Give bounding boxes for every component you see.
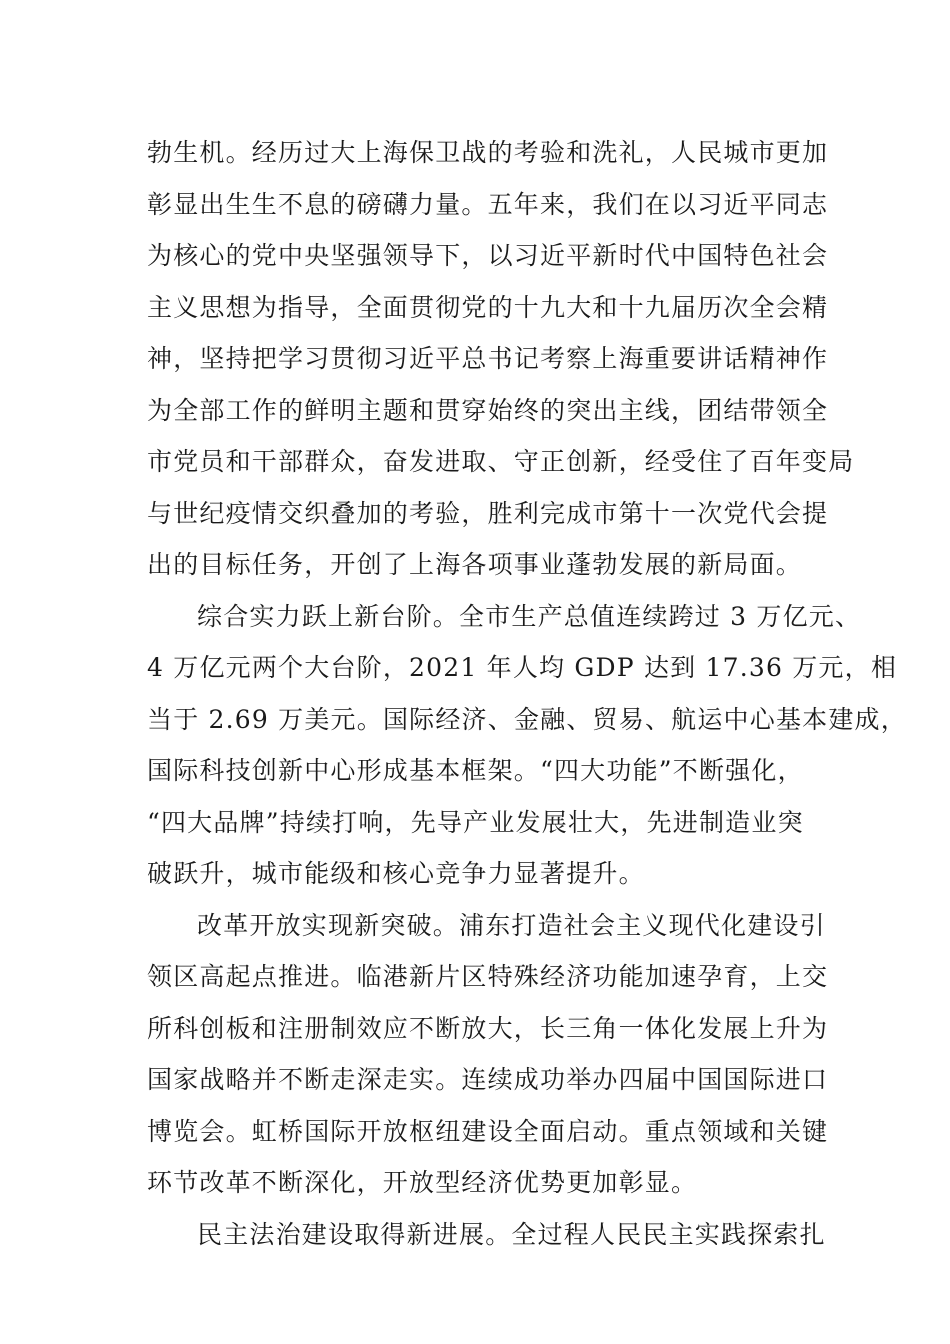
text-line: 彰显出生生不息的磅礴力量。五年来，我们在以习近平同志 (147, 189, 829, 219)
text-line: 神，坚持把学习贯彻习近平总书记考察上海重要讲话精神作 (147, 344, 829, 373)
paragraph-first-line: 民主法治建设取得新进展。全过程人民民主实践探索扎 (197, 1219, 826, 1249)
text-line: 为核心的党中央坚强领导下，以习近平新时代中国特色社会 (147, 241, 829, 270)
text-line: 国际科技创新中心形成基本框架。“四大功能”不断强化， (147, 756, 804, 785)
text-line: 所科创板和注册制效应不断放大，长三角一体化发展上升为 (147, 1013, 829, 1043)
text-line: 4 万亿元两个大台阶，2021 年人均 GDP 达到 17.36 万元，相 (147, 653, 898, 682)
text-line: 市党员和干部群众，奋发进取、守正创新，经受住了百年变局 (147, 447, 855, 476)
text-line: 出的目标任务，开创了上海各项事业蓬勃发展的新局面。 (147, 550, 803, 579)
body-text (147, 127, 907, 1260)
text-line: 破跃升，城市能级和核心竞争力显著提升。 (147, 859, 645, 888)
paragraph-first-line: 综合实力跃上新台阶。全市生产总值连续跨过 3 万亿元、 (197, 601, 862, 631)
text-line: 领区高起点推进。临港新片区特殊经济功能加速孕育，上交 (147, 962, 829, 991)
text-line: “四大品牌”持续打响，先导产业发展壮大，先进制造业突 (147, 807, 804, 837)
text-line: 环节改革不断深化，开放型经济优势更加彰显。 (147, 1168, 698, 1197)
paragraph-first-line: 改革开放实现新突破。浦东打造社会主义现代化建设引 (197, 910, 826, 940)
text-line: 当于 2.69 万美元。国际经济、金融、贸易、航运中心基本建成， (147, 704, 907, 734)
text-line: 勃生机。经历过大上海保卫战的考验和洗礼，人民城市更加 (147, 138, 829, 167)
text-line: 博览会。虹桥国际开放枢纽建设全面启动。重点领域和关键 (147, 1116, 829, 1146)
text-line: 国家战略并不断走深走实。连续成功举办四届中国国际进口 (147, 1065, 829, 1094)
text-line: 与世纪疫情交织叠加的考验，胜利完成市第十一次党代会提 (147, 498, 829, 528)
text-line: 为全部工作的鲜明主题和贯穿始终的突出主线，团结带领全 (147, 395, 829, 425)
text-line: 主义思想为指导，全面贯彻党的十九大和十九届历次全会精 (147, 292, 829, 322)
